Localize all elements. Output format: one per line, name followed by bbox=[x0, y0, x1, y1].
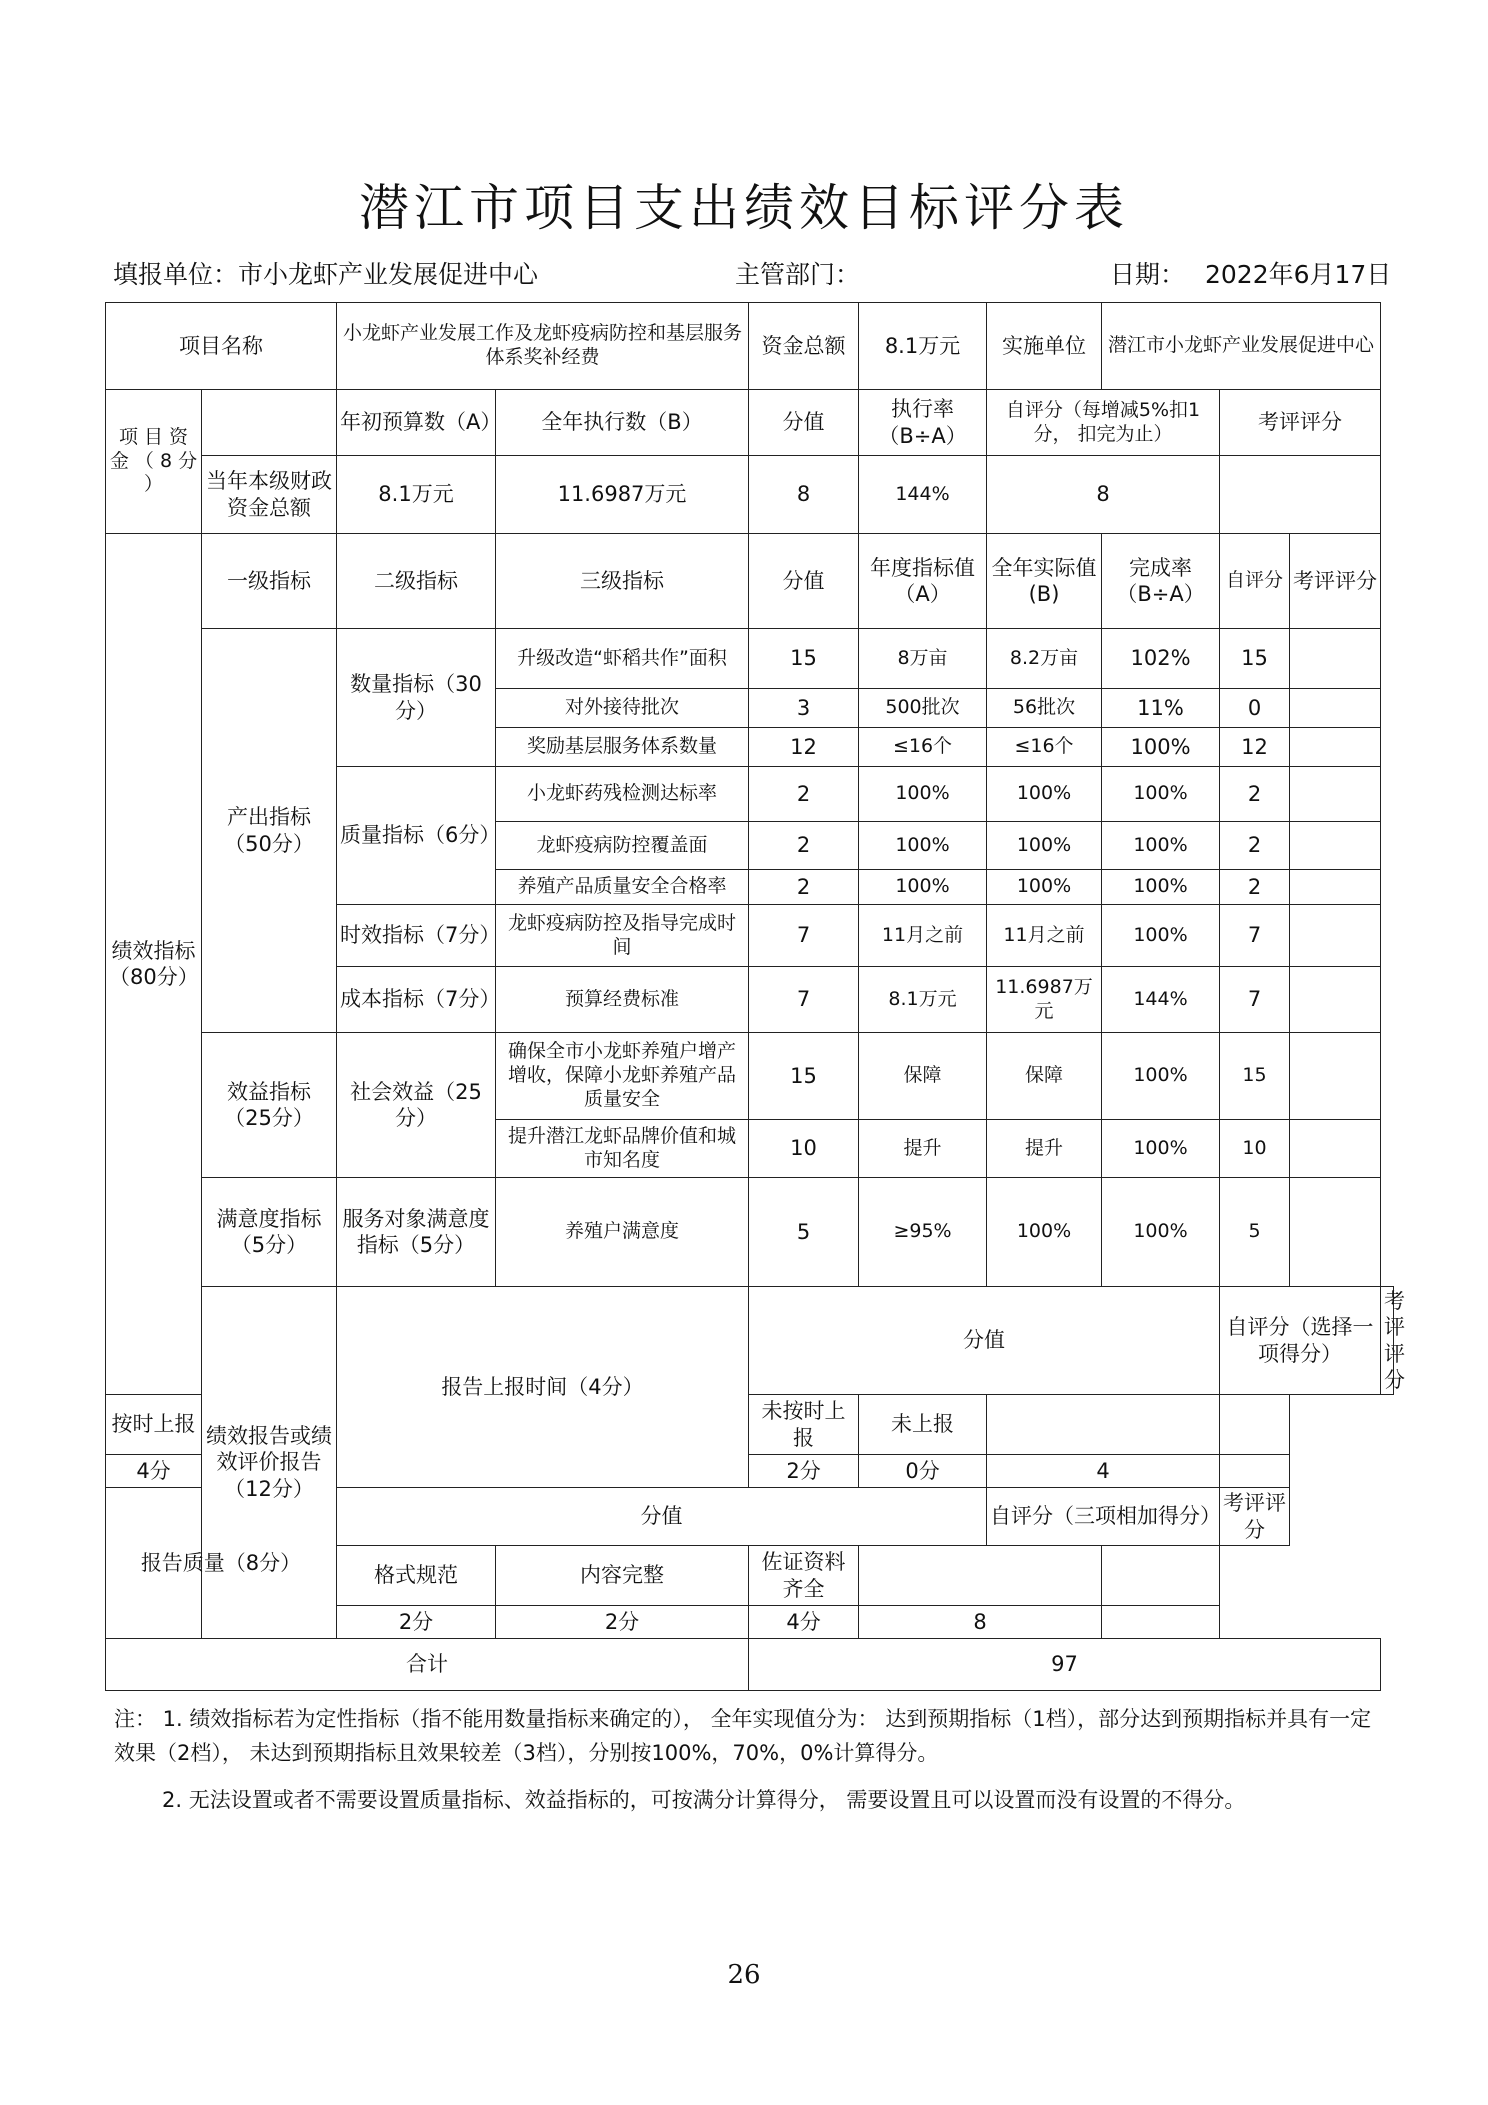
indicator-score: 3 bbox=[749, 689, 859, 728]
score-header: 分值 bbox=[749, 390, 859, 456]
indicator-actual: 56批次 bbox=[987, 689, 1102, 728]
quantity-indicator-label: 数量指标（30分） bbox=[337, 629, 496, 767]
not-submitted-label: 未上报 bbox=[859, 1395, 987, 1455]
funds-data-row bbox=[106, 456, 1394, 534]
target-header: 年度指标值（A） bbox=[859, 534, 987, 629]
indicator-name: 升级改造“虾稻共作”面积 bbox=[496, 629, 749, 689]
indicator-target: ≥95% bbox=[859, 1178, 987, 1287]
rate-header: 完成率（B÷A） bbox=[1102, 534, 1220, 629]
indicator-score: 7 bbox=[749, 905, 859, 967]
service-satisfaction-label: 服务对象满意度指标（5分） bbox=[337, 1178, 496, 1287]
review-header: 考评评分 bbox=[1290, 534, 1381, 629]
indicator-target: 100% bbox=[859, 767, 987, 822]
reporting-unit: 填报单位：市小龙虾产业发展促进中心 bbox=[113, 260, 539, 289]
indicator-name: 养殖产品质量安全合格率 bbox=[496, 870, 749, 905]
total-value: 97 bbox=[749, 1639, 1381, 1691]
satisfaction-indicator-label: 满意度指标（5分） bbox=[202, 1178, 337, 1287]
report-quality-review-header: 考评评分 bbox=[1220, 1488, 1290, 1546]
indicator-self: 15 bbox=[1220, 629, 1290, 689]
indicator-target: 8万亩 bbox=[859, 629, 987, 689]
indicator-actual: 100% bbox=[987, 822, 1102, 870]
indicator-score: 2 bbox=[749, 870, 859, 905]
score-table bbox=[105, 302, 1406, 1691]
indicator-rate: 100% bbox=[1102, 767, 1220, 822]
indicator-actual: 100% bbox=[987, 1178, 1102, 1287]
content-score: 2分 bbox=[496, 1606, 749, 1639]
level1-header: 一级指标 bbox=[202, 534, 337, 629]
actual-header: 全年实际值(B) bbox=[987, 534, 1102, 629]
indicator-self: 10 bbox=[1220, 1120, 1290, 1178]
indicator-score: 5 bbox=[749, 1178, 859, 1287]
indicator-actual: ≤16个 bbox=[987, 728, 1102, 767]
indicator-target: ≤16个 bbox=[859, 728, 987, 767]
indicator-rate: 102% bbox=[1102, 629, 1220, 689]
indicator-review bbox=[1290, 1120, 1381, 1178]
indicator-score: 15 bbox=[749, 1033, 859, 1120]
review-header: 考评评分 bbox=[1220, 390, 1381, 456]
notes bbox=[114, 1703, 1384, 1832]
empty-cell bbox=[1220, 1455, 1290, 1488]
quality-indicator-label: 质量指标（6分） bbox=[337, 767, 496, 905]
late-score: 2分 bbox=[749, 1455, 859, 1488]
budget-value: 8.1万元 bbox=[337, 456, 496, 534]
indicator-score: 2 bbox=[749, 822, 859, 870]
indicator-rate: 100% bbox=[1102, 1120, 1220, 1178]
indicator-self: 2 bbox=[1220, 767, 1290, 822]
indicator-target: 500批次 bbox=[859, 689, 987, 728]
report-time-review-header: 考评评分 bbox=[1381, 1287, 1394, 1395]
impl-unit-value: 潜江市小龙虾产业发展促进中心 bbox=[1102, 303, 1381, 390]
report-quality-self-header: 自评分（三项相加得分） bbox=[987, 1488, 1220, 1546]
indicator-actual: 11月之前 bbox=[987, 905, 1102, 967]
indicator-actual: 保障 bbox=[987, 1033, 1102, 1120]
funds-score: 8 bbox=[749, 456, 859, 534]
indicator-target: 11月之前 bbox=[859, 905, 987, 967]
exec-rate-header: 执行率（B÷A） bbox=[859, 390, 987, 456]
report-section-label: 绩效报告或绩效评价报告（12分） bbox=[202, 1287, 337, 1639]
indicator-rate: 100% bbox=[1102, 1178, 1220, 1287]
perf-section-label: 绩效指标（80分） bbox=[106, 534, 202, 1395]
indicator-rate: 144% bbox=[1102, 967, 1220, 1033]
indicator-self: 2 bbox=[1220, 822, 1290, 870]
indicator-self: 15 bbox=[1220, 1033, 1290, 1120]
indicator-row bbox=[106, 1033, 1394, 1120]
indicator-target: 8.1万元 bbox=[859, 967, 987, 1033]
empty-cell bbox=[1102, 1606, 1220, 1639]
indicator-rate: 100% bbox=[1102, 822, 1220, 870]
report-time-header-row bbox=[106, 1287, 1394, 1395]
empty-cell bbox=[202, 390, 337, 456]
report-time-self-header: 自评分（选择一项得分） bbox=[1220, 1287, 1381, 1395]
indicator-review bbox=[1290, 629, 1381, 689]
timeliness-indicator-label: 时效指标（7分） bbox=[337, 905, 496, 967]
project-name-label: 项目名称 bbox=[106, 303, 337, 390]
indicator-rate: 100% bbox=[1102, 870, 1220, 905]
indicator-target: 100% bbox=[859, 822, 987, 870]
indicator-actual: 8.2万亩 bbox=[987, 629, 1102, 689]
indicator-rate: 100% bbox=[1102, 1033, 1220, 1120]
evidence-score: 4分 bbox=[749, 1606, 859, 1639]
total-row bbox=[106, 1639, 1394, 1691]
format-label: 格式规范 bbox=[337, 1546, 496, 1606]
funds-header-row bbox=[106, 390, 1394, 456]
indicator-actual: 11.6987万元 bbox=[987, 967, 1102, 1033]
evidence-label: 佐证资料齐全 bbox=[749, 1546, 859, 1606]
indicator-actual: 100% bbox=[987, 870, 1102, 905]
format-score: 2分 bbox=[337, 1606, 496, 1639]
cost-indicator-label: 成本指标（7分） bbox=[337, 967, 496, 1033]
indicator-row bbox=[106, 1178, 1394, 1287]
indicator-review bbox=[1290, 1178, 1381, 1287]
indicator-target: 保障 bbox=[859, 1033, 987, 1120]
budget-header: 年初预算数（A） bbox=[337, 390, 496, 456]
empty-cell bbox=[987, 1395, 1220, 1455]
indicator-score: 7 bbox=[749, 967, 859, 1033]
funds-section-label: 项 目 资 金 （ 8 分 ） bbox=[106, 390, 202, 534]
indicator-self: 7 bbox=[1220, 967, 1290, 1033]
page-number: 26 bbox=[727, 1960, 761, 1990]
indicator-target: 提升 bbox=[859, 1120, 987, 1178]
indicator-name: 养殖户满意度 bbox=[496, 1178, 749, 1287]
funds-self-score: 8 bbox=[987, 456, 1220, 534]
indicator-score: 12 bbox=[749, 728, 859, 767]
indicator-name: 龙虾疫病防控覆盖面 bbox=[496, 822, 749, 870]
note-2: 2. 无法设置或者不需要设置质量指标、效益指标的，可按满分计算得分， 需要设置且可以设置而没有设置的不得分。 bbox=[162, 1788, 1246, 1813]
empty-cell bbox=[1220, 1395, 1290, 1455]
report-time-label: 报告上报时间（4分） bbox=[337, 1287, 749, 1488]
funds-total-label: 资金总额 bbox=[749, 303, 859, 390]
indicator-review bbox=[1290, 905, 1381, 967]
indicator-name: 龙虾疫病防控及指导完成时间 bbox=[496, 905, 749, 967]
report-quality-score-label: 分值 bbox=[337, 1488, 987, 1546]
indicator-score: 2 bbox=[749, 767, 859, 822]
report-time-score-label: 分值 bbox=[749, 1287, 1220, 1395]
level2-header: 二级指标 bbox=[337, 534, 496, 629]
content-label: 内容完整 bbox=[496, 1546, 749, 1606]
project-row bbox=[106, 303, 1394, 390]
indicator-name: 小龙虾药残检测达标率 bbox=[496, 767, 749, 822]
output-indicator-label: 产出指标（50分） bbox=[202, 629, 337, 1033]
exec-header: 全年执行数（B） bbox=[496, 390, 749, 456]
indicator-self: 12 bbox=[1220, 728, 1290, 767]
exec-rate-value: 144% bbox=[859, 456, 987, 534]
indicator-review bbox=[1290, 767, 1381, 822]
funds-row-label: 当年本级财政资金总额 bbox=[202, 456, 337, 534]
indicator-name: 预算经费标准 bbox=[496, 967, 749, 1033]
project-name-value: 小龙虾产业发展工作及龙虾疫病防控和基层服务体系奖补经费 bbox=[337, 303, 749, 390]
indicator-review bbox=[1290, 1033, 1381, 1120]
report-time-self-score: 4 bbox=[987, 1455, 1220, 1488]
indicator-name: 确保全市小龙虾养殖户增产增收，保障小龙虾养殖产品质量安全 bbox=[496, 1033, 749, 1120]
total-label: 合计 bbox=[106, 1639, 749, 1691]
indicator-review bbox=[1290, 822, 1381, 870]
late-label: 未按时上报 bbox=[749, 1395, 859, 1455]
funds-total-value: 8.1万元 bbox=[859, 303, 987, 390]
social-benefit-label: 社会效益（25分） bbox=[337, 1033, 496, 1178]
indicator-actual: 提升 bbox=[987, 1120, 1102, 1178]
indicator-review bbox=[1290, 689, 1381, 728]
report-quality-label: 报告质量（8分） bbox=[106, 1488, 337, 1639]
empty-cell bbox=[1102, 1546, 1220, 1606]
self-score-header: 自评分（每增减5%扣1分， 扣完为止） bbox=[987, 390, 1220, 456]
score-header: 分值 bbox=[749, 534, 859, 629]
indicator-score: 15 bbox=[749, 629, 859, 689]
date-label: 日期： bbox=[1110, 260, 1186, 289]
indicator-self: 5 bbox=[1220, 1178, 1290, 1287]
supervising-dept: 主管部门： bbox=[735, 260, 861, 289]
note-1: 注： 1. 绩效指标若为定性指标（指不能用数量指标来确定的）， 全年实现值分为： 达到预期指标（1档），部分达到预期指标并具有一定效果（2档）， 未达到预期指标且效果较差（3档），分别按100%，70%，0%计算得分。 bbox=[114, 1707, 1372, 1765]
level3-header: 三级指标 bbox=[496, 534, 749, 629]
indicator-row bbox=[106, 629, 1394, 689]
report-quality-self-score: 8 bbox=[859, 1606, 1102, 1639]
indicator-self: 0 bbox=[1220, 689, 1290, 728]
indicator-review bbox=[1290, 870, 1381, 905]
indicator-rate: 11% bbox=[1102, 689, 1220, 728]
indicator-review bbox=[1290, 728, 1381, 767]
benefit-indicator-label: 效益指标（25分） bbox=[202, 1033, 337, 1178]
impl-unit-label: 实施单位 bbox=[987, 303, 1102, 390]
indicator-name: 奖励基层服务体系数量 bbox=[496, 728, 749, 767]
empty-cell bbox=[859, 1546, 1102, 1606]
indicator-rate: 100% bbox=[1102, 728, 1220, 767]
indicator-rate: 100% bbox=[1102, 905, 1220, 967]
indicator-self: 2 bbox=[1220, 870, 1290, 905]
on-time-score: 4分 bbox=[106, 1455, 202, 1488]
funds-review-score bbox=[1220, 456, 1381, 534]
date-value: 2022年6月17日 bbox=[1205, 260, 1392, 289]
indicator-name: 对外接待批次 bbox=[496, 689, 749, 728]
indicator-name: 提升潜江龙虾品牌价值和城市知名度 bbox=[496, 1120, 749, 1178]
indicator-review bbox=[1290, 967, 1381, 1033]
indicator-score: 10 bbox=[749, 1120, 859, 1178]
perf-header-row bbox=[106, 534, 1394, 629]
exec-value: 11.6987万元 bbox=[496, 456, 749, 534]
on-time-label: 按时上报 bbox=[106, 1395, 202, 1455]
page-title: 潜江市项目支出绩效目标评分表 bbox=[359, 179, 1129, 237]
indicator-self: 7 bbox=[1220, 905, 1290, 967]
not-submitted-score: 0分 bbox=[859, 1455, 987, 1488]
self-header: 自评分 bbox=[1220, 534, 1290, 629]
indicator-actual: 100% bbox=[987, 767, 1102, 822]
indicator-target: 100% bbox=[859, 870, 987, 905]
